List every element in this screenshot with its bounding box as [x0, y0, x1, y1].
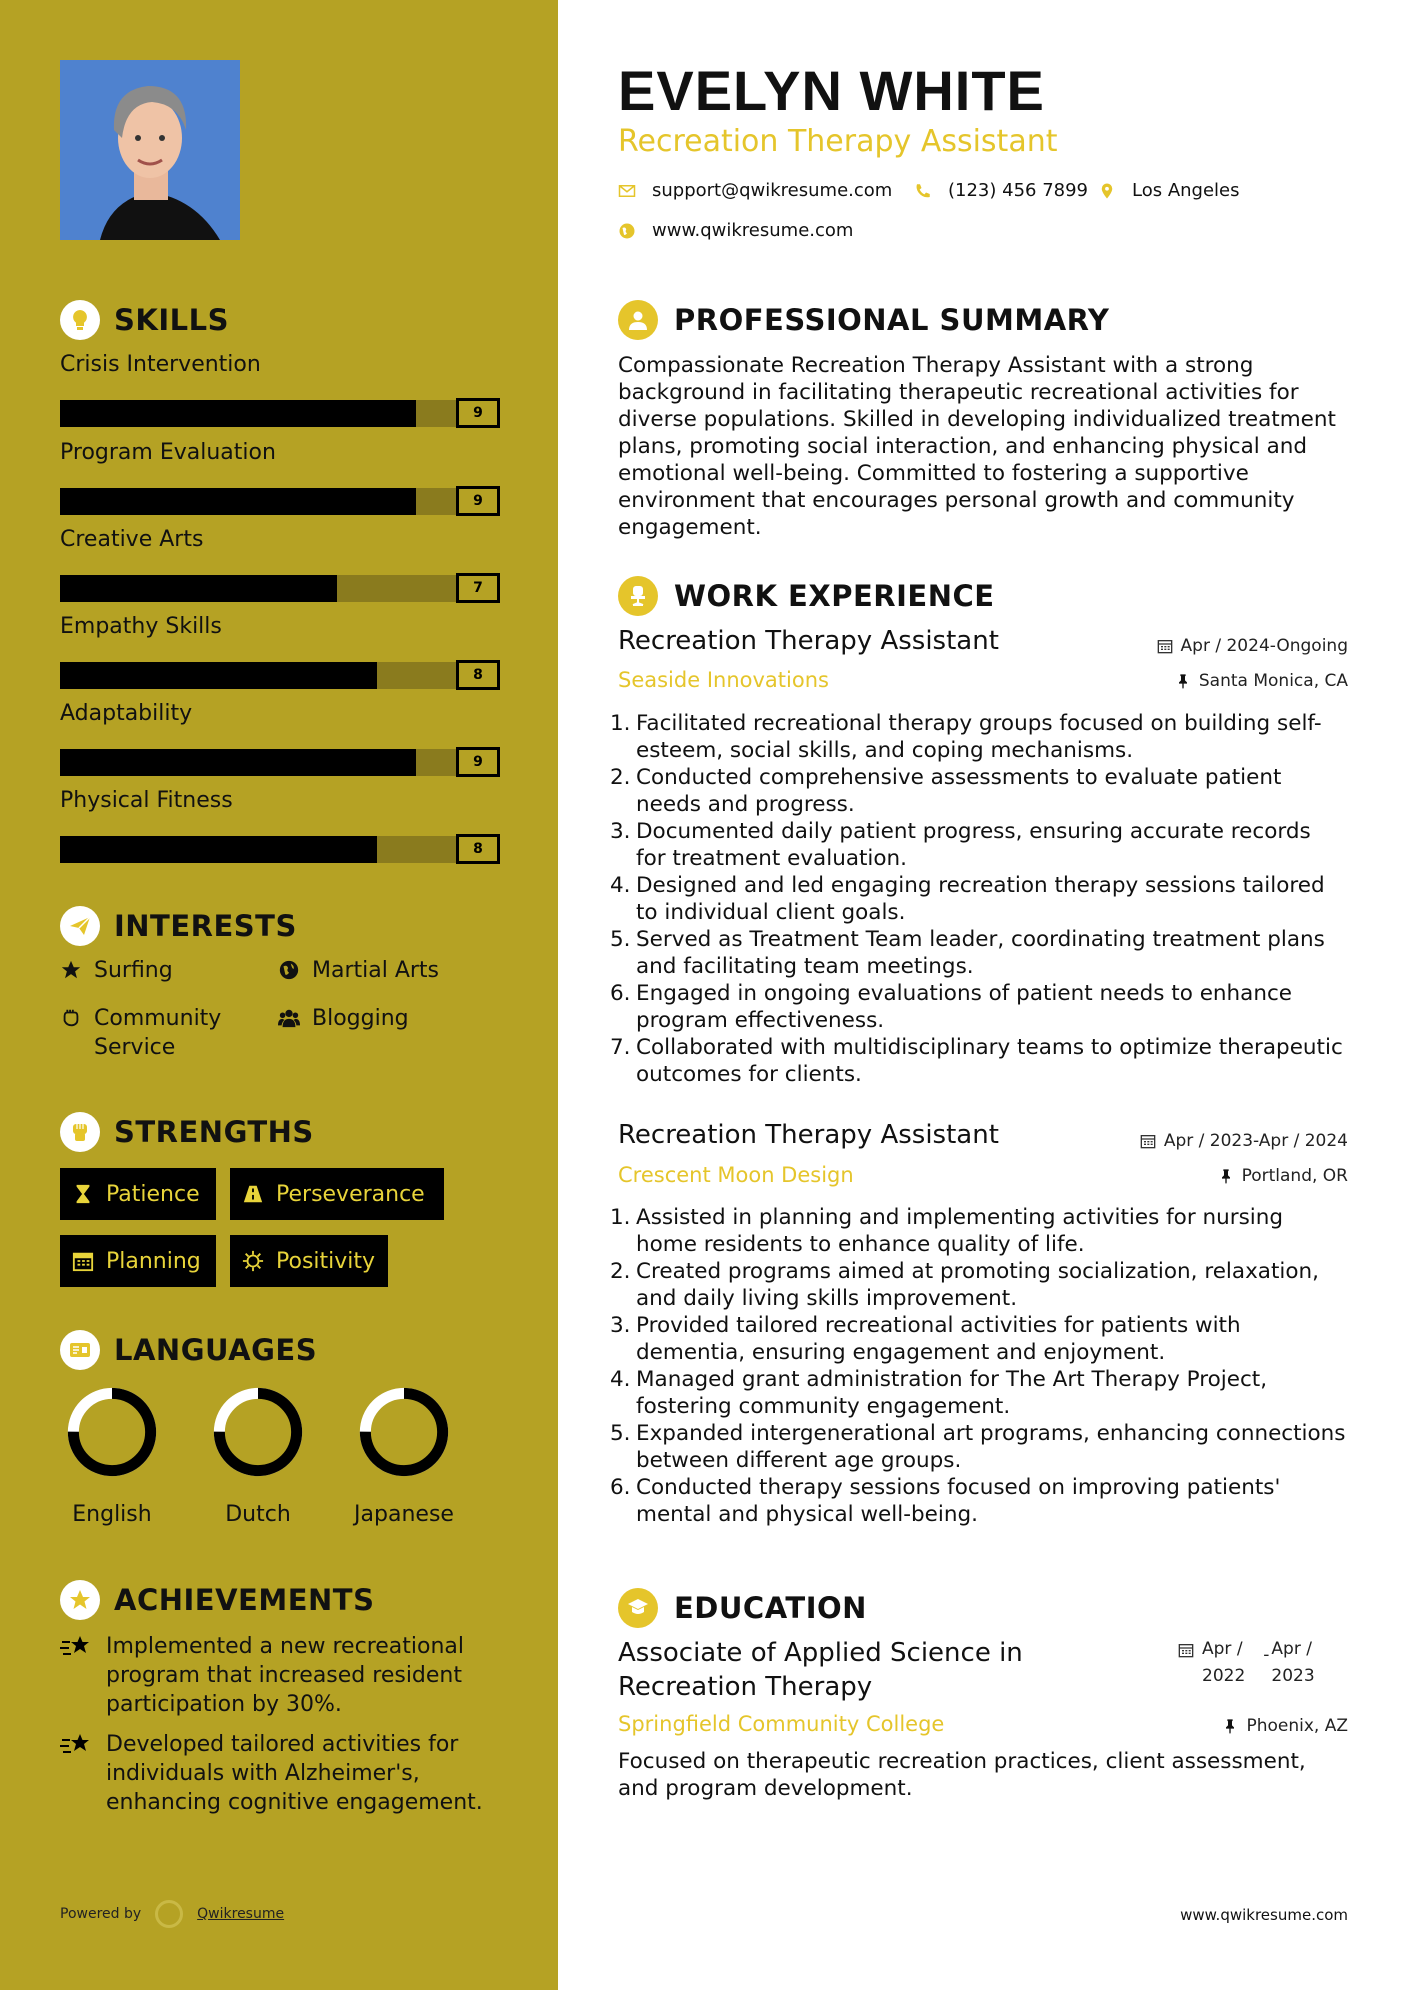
language-card-icon [60, 1330, 100, 1370]
duty-number: 7. [610, 1035, 631, 1060]
duty-item [610, 1420, 1346, 1474]
interest-label: Surfing [94, 958, 173, 983]
phone-text: (123) 456 7899 [948, 180, 1089, 201]
duty-text: Facilitated recreational therapy groups focused on building self-esteem, social skills, and coping mechanisms. [636, 711, 1322, 763]
skill-item [60, 701, 500, 777]
skill-bar-fill [60, 400, 416, 427]
edu-date-dash: - [1263, 1645, 1270, 1665]
office-chair-icon [618, 576, 658, 616]
duty-number: 2. [610, 765, 631, 790]
achievement-item [60, 1632, 510, 1719]
candidate-role: Recreation Therapy Assistant [618, 124, 1058, 159]
duty-text: Provided tailored recreational activities for patients with dementia, ensuring engagement and enjoyment. [636, 1313, 1241, 1365]
job-dates-text: Apr / 2023-Apr / 2024 [1163, 1131, 1348, 1151]
job-company: Crescent Moon Design [618, 1163, 854, 1187]
skill-bar [60, 747, 500, 777]
skill-bar-fill [60, 662, 377, 689]
strength-label: Planning [106, 1248, 201, 1274]
duty-number: 6. [610, 1475, 631, 1500]
achievement-item [60, 1730, 510, 1817]
strength-label: Perseverance [276, 1181, 425, 1207]
duty-item [610, 1258, 1346, 1312]
contact-phone [914, 180, 1088, 201]
interests-heading [60, 906, 297, 946]
fist-icon [60, 1112, 100, 1152]
interest-item [60, 1004, 260, 1062]
qwikresume-link[interactable]: Qwikresume [197, 1906, 285, 1922]
duty-number: 1. [610, 711, 631, 736]
pin-icon [1218, 1168, 1234, 1184]
skill-bar-fill [60, 488, 416, 515]
language-label: Japanese [354, 1502, 454, 1527]
user-icon [618, 300, 658, 340]
job-duties [610, 710, 1346, 1088]
users-icon [278, 1007, 300, 1029]
duty-item [610, 710, 1346, 764]
skill-score: 7 [456, 573, 500, 603]
contact-location [1098, 180, 1240, 201]
skills-heading [60, 300, 229, 340]
skill-bar-fill [60, 749, 416, 776]
duty-item [610, 818, 1346, 872]
duty-text: Conducted comprehensive assessments to evaluate patient needs and progress. [636, 765, 1282, 817]
pin-icon [1222, 1718, 1238, 1734]
duty-text: Designed and led engaging recreation therapy sessions tailored to individual client goals. [636, 873, 1325, 925]
calendar-icon [1157, 638, 1173, 654]
profile-photo [60, 60, 240, 240]
skill-label: Creative Arts [60, 527, 204, 552]
duty-text: Managed grant administration for The Art Therapy Project, fostering community engagement. [636, 1367, 1268, 1419]
interests-title: INTERESTS [114, 909, 297, 943]
envelope-icon [618, 182, 636, 200]
star-badge-icon [60, 1580, 100, 1620]
skill-label: Adaptability [60, 701, 193, 726]
education-location-text: Phoenix, AZ [1246, 1716, 1348, 1736]
skill-label: Empathy Skills [60, 614, 222, 639]
duty-number: 5. [610, 1421, 631, 1446]
language-ring [210, 1384, 306, 1480]
job-location [1175, 671, 1348, 691]
achievements-title: ACHIEVEMENTS [114, 1583, 375, 1617]
hand-icon [60, 1007, 82, 1029]
road-icon [242, 1183, 264, 1205]
summary-title: PROFESSIONAL SUMMARY [674, 303, 1110, 337]
duty-number: 3. [610, 1313, 631, 1338]
contact-email [618, 180, 892, 201]
duty-text: Conducted therapy sessions focused on improving patients' mental and physical well-being. [636, 1475, 1281, 1527]
graduate-icon [618, 1588, 658, 1628]
duty-item [610, 1034, 1346, 1088]
duty-number: 6. [610, 981, 631, 1006]
hourglass-icon [72, 1183, 94, 1205]
phone-icon [914, 182, 932, 200]
language-item [208, 1384, 308, 1527]
globe-icon [618, 222, 636, 240]
strengths-heading [60, 1112, 314, 1152]
duty-number: 4. [610, 1367, 631, 1392]
skill-bar [60, 573, 500, 603]
duty-item [610, 1312, 1346, 1366]
duty-number: 5. [610, 927, 631, 952]
edu-end-year: 2023 [1271, 1666, 1315, 1686]
skill-score: 9 [456, 398, 500, 428]
skill-bar [60, 660, 500, 690]
duty-item [610, 1204, 1346, 1258]
strength-label: Patience [106, 1181, 200, 1207]
education-dates [1178, 1636, 1315, 1690]
skill-item [60, 614, 500, 690]
skill-bar [60, 834, 500, 864]
footer-website[interactable]: www.qwikresume.com [1180, 1906, 1348, 1924]
strengths-title: STRENGTHS [114, 1115, 314, 1149]
skill-score: 8 [456, 660, 500, 690]
pin-icon [1175, 673, 1191, 689]
globe-icon [278, 959, 300, 981]
interest-item [278, 956, 518, 985]
job-title: Recreation Therapy Assistant [618, 1120, 999, 1150]
interest-item [278, 1004, 518, 1033]
strength-tag [230, 1235, 388, 1287]
duty-text: Assisted in planning and implementing activities for nursing home residents to enhance quality of life. [636, 1205, 1284, 1257]
sun-icon [242, 1250, 264, 1272]
powered-by-label: Powered by [60, 1906, 142, 1922]
skill-bar-fill [60, 836, 377, 863]
skills-title: SKILLS [114, 303, 229, 337]
education-description: Focused on therapeutic recreation practices, client assessment, and program development. [618, 1749, 1306, 1801]
education-title: EDUCATION [674, 1591, 867, 1625]
duty-text: Engaged in ongoing evaluations of patient needs to enhance program effectiveness. [636, 981, 1293, 1033]
skill-bar [60, 398, 500, 428]
edu-start-month: Apr / [1202, 1639, 1243, 1659]
map-pin-icon [1098, 182, 1116, 200]
calendar-icon [1178, 1642, 1194, 1658]
experience-title: WORK EXPERIENCE [674, 579, 995, 613]
experience-heading [618, 576, 995, 616]
job-location-text: Portland, OR [1241, 1166, 1348, 1186]
candidate-name: EVELYN WHITE [618, 59, 1045, 122]
skill-bar-fill [60, 575, 337, 602]
education-heading [618, 1588, 867, 1628]
job-location [1218, 1166, 1348, 1186]
powered-by [60, 1900, 284, 1928]
languages-title: LANGUAGES [114, 1333, 318, 1367]
duty-text: Documented daily patient progress, ensuring accurate records for treatment evaluation. [636, 819, 1311, 871]
duty-item [610, 1474, 1346, 1528]
skill-item [60, 352, 500, 428]
job-dates-text: Apr / 2024-Ongoing [1180, 636, 1348, 656]
calendar-icon [72, 1250, 94, 1272]
strength-tag [60, 1235, 216, 1287]
school-name: Springfield Community College [618, 1712, 945, 1736]
duty-text: Served as Treatment Team leader, coordinating treatment plans and facilitating team meetings. [636, 927, 1325, 979]
skill-bar [60, 486, 500, 516]
shooting-star-icon [60, 1732, 92, 1760]
skill-score: 9 [456, 486, 500, 516]
job-duties [610, 1204, 1346, 1528]
skill-score: 8 [456, 834, 500, 864]
language-item [354, 1384, 454, 1527]
duty-item [610, 926, 1346, 980]
duty-text: Expanded intergenerational art programs, enhancing connections between different age groups. [636, 1421, 1346, 1473]
calendar-icon [1140, 1133, 1156, 1149]
star-icon [60, 959, 82, 981]
duty-item [610, 872, 1346, 926]
strength-tag [230, 1168, 444, 1220]
location-text: Los Angeles [1132, 180, 1240, 201]
job-title: Recreation Therapy Assistant [618, 626, 999, 656]
interest-label: Martial Arts [312, 958, 440, 983]
achievement-text: Developed tailored activities for individuals with Alzheimer's, enhancing cognitive engagement. [106, 1732, 483, 1815]
achievement-text: Implemented a new recreational program that increased resident participation by 30%. [106, 1634, 465, 1717]
duty-number: 4. [610, 873, 631, 898]
skill-score: 9 [456, 747, 500, 777]
paper-plane-icon [60, 906, 100, 946]
language-ring [64, 1384, 160, 1480]
duty-text: Created programs aimed at promoting socialization, relaxation, and daily living skills improvement. [636, 1259, 1319, 1311]
interest-item [60, 956, 260, 985]
language-ring [356, 1384, 452, 1480]
languages-heading [60, 1330, 317, 1370]
skill-item [60, 527, 500, 603]
summary-text: Compassionate Recreation Therapy Assistant with a strong background in facilitating therapeutic recreational activities for diverse populations. Skilled in developing individualized treatment plans, promoting social interaction, and enhancing physical and emotional well-being. Committed to fostering a supportive environment that encourages personal growth and community engagement. [618, 353, 1336, 540]
shooting-star-icon [60, 1634, 92, 1662]
skill-item [60, 440, 500, 516]
skill-label: Program Evaluation [60, 440, 276, 465]
degree-title: Associate of Applied Science in Recreation Therapy [618, 1638, 1023, 1702]
website-text[interactable]: www.qwikresume.com [652, 220, 854, 241]
job-location-text: Santa Monica, CA [1198, 671, 1348, 691]
duty-item [610, 980, 1346, 1034]
interest-label: Community Service [94, 1006, 222, 1060]
duty-text: Collaborated with multidisciplinary teams to optimize therapeutic outcomes for clients. [636, 1035, 1343, 1087]
skill-label: Crisis Intervention [60, 352, 261, 377]
duty-number: 2. [610, 1259, 631, 1284]
language-label: English [72, 1502, 152, 1527]
strength-label: Positivity [276, 1248, 376, 1274]
duty-item [610, 764, 1346, 818]
edu-start-year: 2022 [1202, 1666, 1246, 1686]
strength-tag [60, 1168, 216, 1220]
interest-label: Blogging [312, 1006, 409, 1031]
skill-label: Physical Fitness [60, 788, 233, 813]
qwikresume-logo-icon [155, 1900, 183, 1928]
language-item [62, 1384, 162, 1527]
education-location [1222, 1716, 1348, 1736]
job-dates [1157, 636, 1348, 656]
duty-number: 3. [610, 819, 631, 844]
email-text[interactable]: support@qwikresume.com [652, 180, 893, 201]
job-company: Seaside Innovations [618, 668, 829, 692]
edu-end-month: Apr / [1271, 1639, 1312, 1659]
job-dates [1140, 1131, 1348, 1151]
profile-photo-image [60, 60, 240, 240]
language-label: Dutch [225, 1502, 291, 1527]
sidebar [0, 0, 558, 1990]
lightbulb-icon [60, 300, 100, 340]
duty-item [610, 1366, 1346, 1420]
summary-heading [618, 300, 1109, 340]
skill-item [60, 788, 500, 864]
achievements-heading [60, 1580, 374, 1620]
duty-number: 1. [610, 1205, 631, 1230]
contact-website [618, 220, 853, 241]
